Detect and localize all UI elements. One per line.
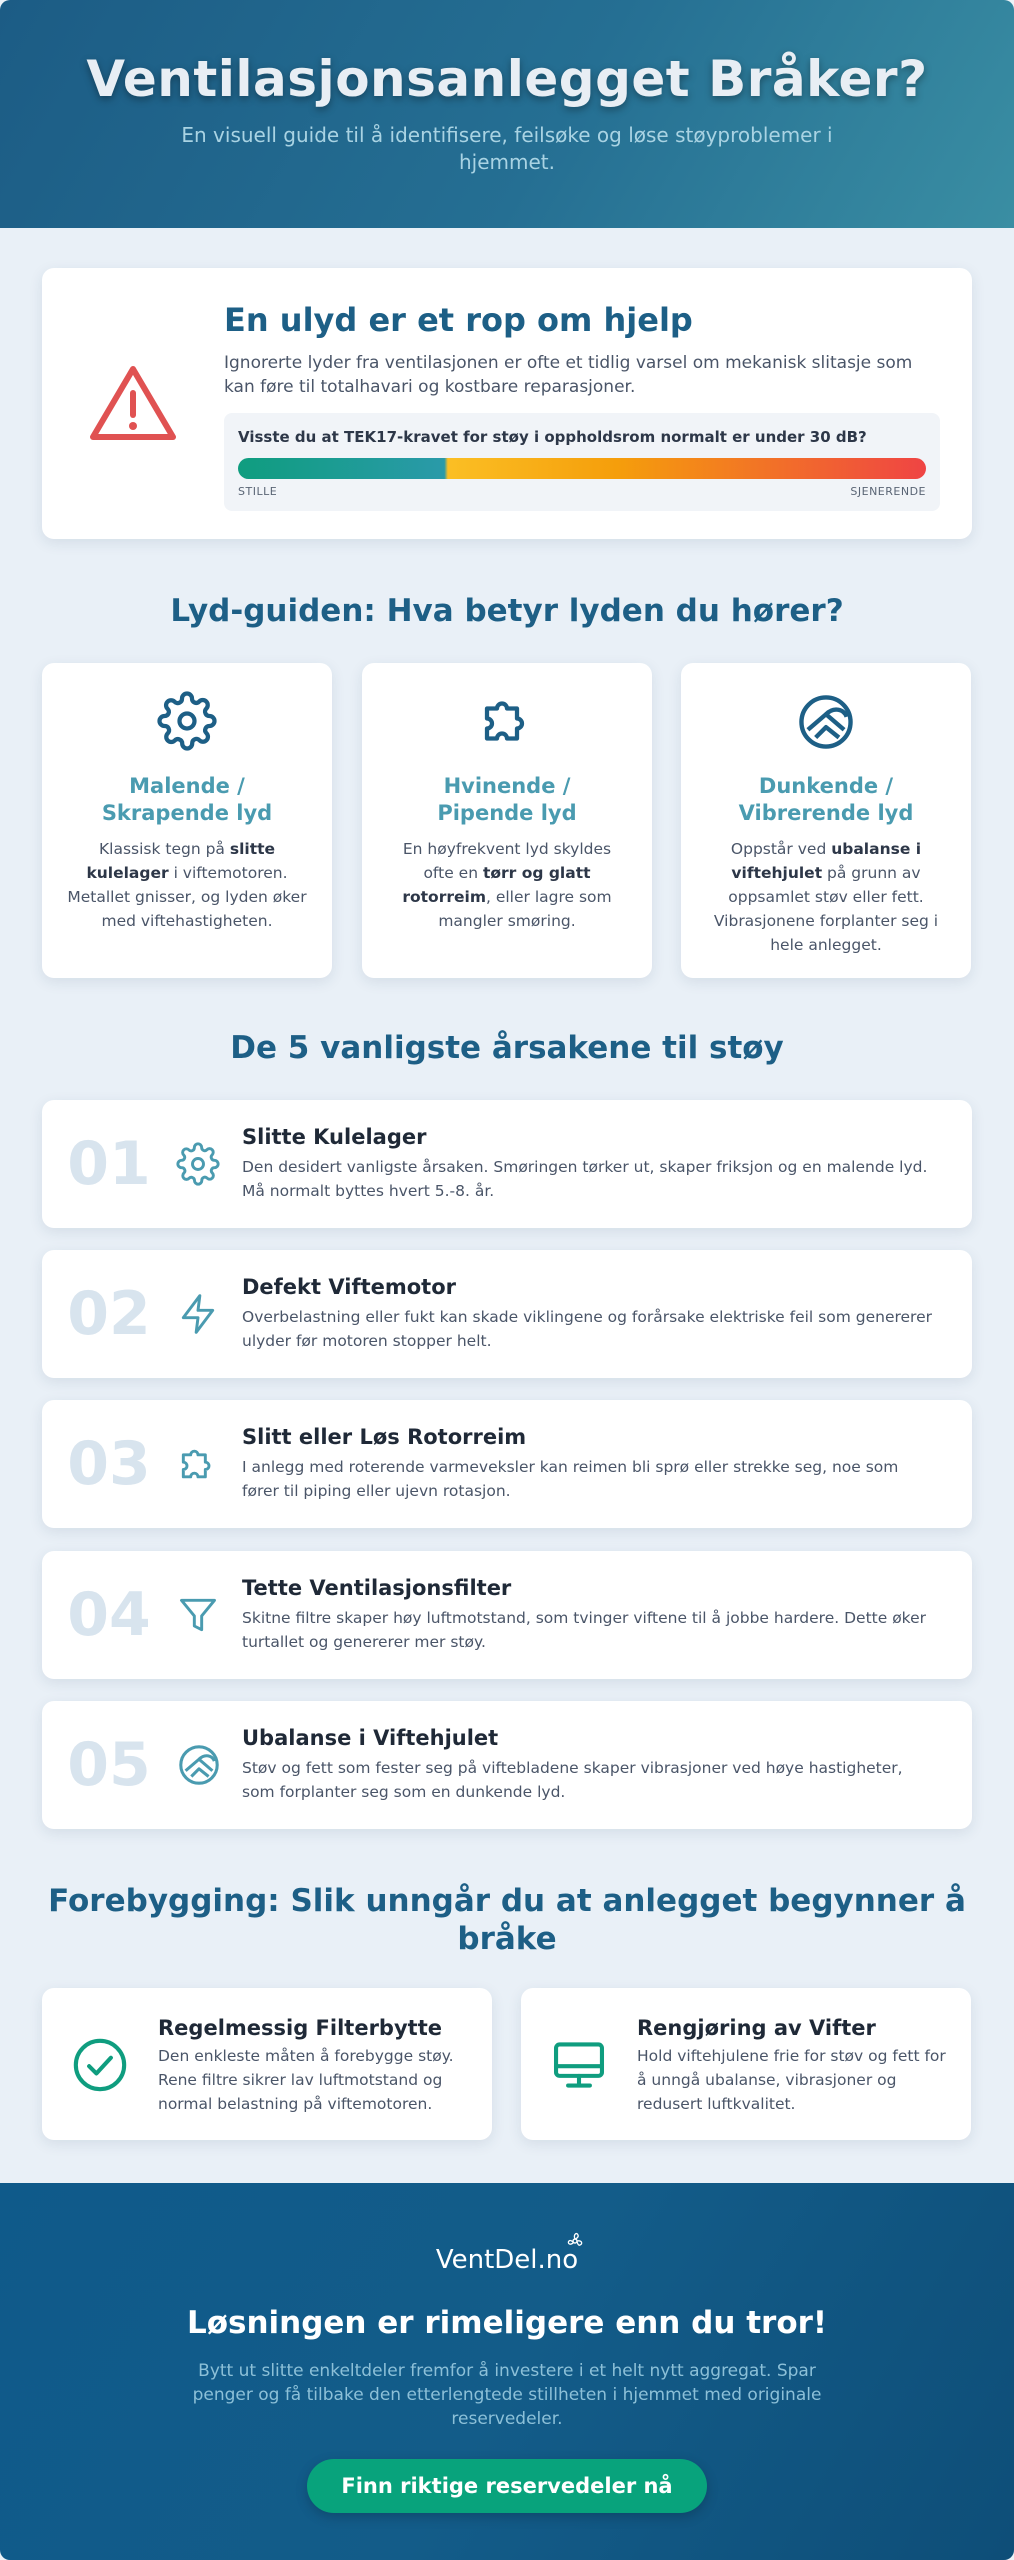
page-title: Ventilasjonsanlegget Bråker?	[86, 50, 928, 108]
sound-card-text: En høyfrekvent lyd skyldes ofte en tørr og glatt rotorreim, eller lagre som mangler smøring.	[402, 840, 612, 930]
alert-title: En ulyd er et rop om hjelp	[224, 301, 693, 339]
monitor-icon	[521, 2016, 637, 2140]
cause-title: Ubalanse i Viftehjulet	[242, 1726, 499, 1750]
cause-item	[42, 1551, 972, 1679]
footer-text: Bytt ut slitte enkeltdeler fremfor å investere i et helt nytt aggregat. Spar penger og få tilbake den etterlengtede stillheten i hjemmet med originale reservedeler.	[192, 2361, 822, 2429]
cause-number: 05	[67, 1730, 151, 1800]
sound-guide-title: Lyd-guiden: Hva betyr lyden du hører?	[170, 593, 844, 629]
sound-card-title: Malende / Skrapende lyd	[101, 774, 273, 825]
prevention-card	[521, 1988, 971, 2140]
sound-card-title: Hvinende / Pipende lyd	[437, 774, 577, 825]
prevention-card-title: Rengjøring av Vifter	[637, 2016, 876, 2040]
cause-text: Skitne filtre skaper høy luftmotstand, som tvinger viftene til å jobbe hardere. Dette øker turtallet og genererer mer støy.	[242, 1609, 927, 1651]
cause-number: 02	[67, 1279, 151, 1349]
fan-wheel-icon	[176, 1742, 242, 1788]
noise-question: Visste du at TEK17-kravet for støy i oppholdsrom normalt er under 30 dB?	[238, 428, 867, 446]
footer-title: Løsningen er rimeligere enn du tror!	[186, 2305, 828, 2341]
alert-card	[42, 268, 972, 539]
fan-logo-icon	[564, 2231, 586, 2251]
prevention-card	[42, 1988, 492, 2140]
puzzle-icon	[362, 691, 652, 755]
cause-text: Den desidert vanligste årsaken. Smøringen tørker ut, skaper friksjon og en malende lyd. Må normalt byttes hvert 5.-8. år.	[242, 1158, 928, 1200]
cause-number: 04	[67, 1580, 151, 1650]
prevention-card-text: Den enkleste måten å forebygge støy. Rene filtre sikrer lav luftmotstand og normal belastning på viftemotoren.	[158, 2047, 454, 2113]
cause-title: Tette Ventilasjonsfilter	[242, 1576, 512, 1600]
cause-item	[42, 1250, 972, 1378]
cause-item	[42, 1400, 972, 1528]
noise-info-box	[224, 413, 940, 511]
cause-title: Slitt eller Løs Rotorreim	[242, 1425, 527, 1449]
prevention-title: Forebygging: Slik unngår du at anlegget begynner å bråke	[48, 1883, 966, 1957]
gear-icon	[42, 691, 332, 755]
find-parts-button[interactable]: Finn riktige reservedeler nå	[307, 2459, 707, 2513]
check-circle-icon	[42, 2016, 158, 2140]
cause-number: 03	[67, 1429, 151, 1499]
prevention-card-title: Regelmessig Filterbytte	[158, 2016, 442, 2040]
warning-icon	[42, 268, 224, 539]
cause-item	[42, 1701, 972, 1829]
puzzle-icon	[176, 1442, 242, 1486]
meter-low-label: STILLE	[238, 485, 278, 498]
causes-title: De 5 vanligste årsakene til støy	[230, 1030, 784, 1066]
cause-text: I anlegg med roterende varmeveksler kan reimen bli sprø eller strekke seg, noe som fører til piping eller ujevn rotasjon.	[242, 1458, 899, 1500]
filter-icon	[176, 1593, 242, 1637]
meter-high-label: SJENERENDE	[850, 485, 926, 498]
cause-text: Overbelastning eller fukt kan skade viklingene og forårsake elektriske feil som genererer ulyder før motoren stopper helt.	[242, 1308, 932, 1350]
cause-item	[42, 1100, 972, 1228]
sound-card-title: Dunkende / Vibrerende lyd	[738, 774, 914, 825]
bolt-icon	[176, 1292, 242, 1336]
cause-text: Støv og fett som fester seg på viftebladene skaper vibrasjoner ved høye hastigheter, som forplanter seg som en dunkende lyd.	[242, 1759, 903, 1801]
brand-logo-text: VentDel.no	[435, 2245, 579, 2275]
fan-wheel-icon	[681, 691, 971, 755]
page-subtitle: En visuell guide til å identifisere, feilsøke og løse støyproblemer i hjemmet.	[181, 123, 833, 174]
cause-number: 01	[67, 1129, 151, 1199]
sound-card-text: Oppstår ved ubalanse i viftehjulet på grunn av oppsamlet støv eller fett. Vibrasjonene forplanter seg i hele anlegget.	[713, 840, 939, 954]
cause-title: Slitte Kulelager	[242, 1125, 427, 1149]
prevention-card-text: Hold viftehjulene frie for støv og fett for å unngå ubalanse, vibrasjoner og redusert luftkvalitet.	[637, 2047, 946, 2113]
alert-lead: Ignorerte lyder fra ventilasjonen er ofte et tidlig varsel om mekanisk slitasje som kan føre til totalhavari og kostbare reparasjoner.	[224, 353, 913, 397]
sound-card-whining	[362, 663, 652, 978]
brand-logo[interactable]	[436, 2245, 578, 2275]
hero-header	[0, 0, 1014, 228]
sound-card-grinding	[42, 663, 332, 978]
gear-icon	[176, 1142, 242, 1186]
sound-card-text: Klassisk tegn på slitte kulelager i viftemotoren. Metallet gnisser, og lyden øker med viftehastigheten.	[67, 840, 307, 930]
sound-card-thumping	[681, 663, 971, 978]
noise-meter-bar	[238, 458, 926, 479]
cta-footer	[0, 2183, 1014, 2560]
cause-title: Defekt Viftemotor	[242, 1275, 456, 1299]
